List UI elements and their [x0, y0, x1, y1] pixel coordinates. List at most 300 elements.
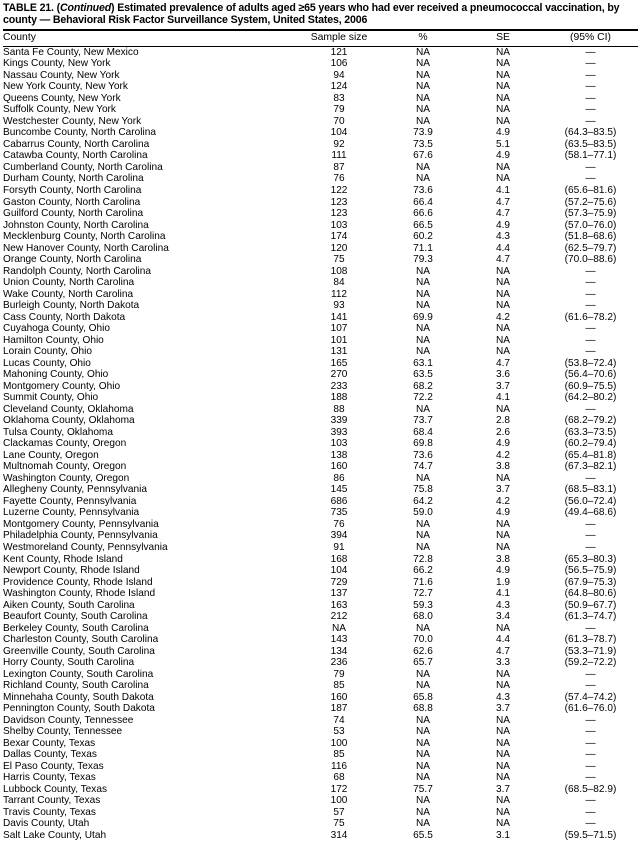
- cell-ci: (63.3–73.5): [564, 426, 617, 438]
- cell-ci: (49.4–68.6): [564, 507, 617, 519]
- cell-se: 4.3: [495, 231, 511, 243]
- cell-county: Montgomery County, Pennsylvania: [3, 518, 159, 530]
- cell-se: NA: [495, 115, 511, 127]
- cell-sample-size: 686: [330, 495, 348, 507]
- cell-percent: NA: [415, 115, 431, 127]
- cell-percent: 73.7: [413, 415, 433, 427]
- column-header-percent: %: [418, 31, 428, 43]
- cell-sample-size: 160: [330, 691, 348, 703]
- cell-county: Washington County, Oregon: [3, 472, 130, 484]
- table-row: [3, 104, 638, 116]
- cell-ci: (61.6–76.0): [564, 703, 617, 715]
- cell-sample-size: 93: [333, 300, 345, 312]
- cell-county: Westchester County, New York: [3, 115, 142, 127]
- cell-county: Lorain County, Ohio: [3, 346, 93, 358]
- cell-se: NA: [495, 795, 511, 807]
- table-row: [3, 611, 638, 623]
- cell-ci: (64.8–80.6): [564, 588, 617, 600]
- cell-sample-size: 172: [330, 783, 348, 795]
- cell-county: Washington County, Rhode Island: [3, 588, 156, 600]
- cell-se: 4.3: [495, 599, 511, 611]
- table-row: [3, 254, 638, 266]
- cell-ci: (59.5–71.5): [564, 829, 617, 841]
- cell-se: NA: [495, 737, 511, 749]
- table-header: [3, 31, 638, 46]
- table-row: [3, 289, 638, 301]
- cell-ci: —: [585, 622, 596, 634]
- cell-ci: —: [585, 323, 596, 335]
- cell-sample-size: 74: [333, 714, 345, 726]
- cell-county: Burleigh County, North Dakota: [3, 300, 140, 312]
- cell-percent: NA: [415, 161, 431, 173]
- cell-county: Lane County, Oregon: [3, 449, 99, 461]
- table-row: [3, 300, 638, 312]
- cell-ci: —: [585, 173, 596, 185]
- cell-se: 3.8: [495, 553, 511, 565]
- cell-percent: 65.5: [413, 829, 433, 841]
- cell-percent: NA: [415, 346, 431, 358]
- cell-ci: (57.0–76.0): [564, 219, 617, 231]
- cell-percent: 66.4: [413, 196, 433, 208]
- cell-se: NA: [495, 323, 511, 335]
- cell-ci: (60.2–79.4): [564, 438, 617, 450]
- cell-county: Gaston County, North Carolina: [3, 196, 141, 208]
- cell-county: Hamilton County, Ohio: [3, 334, 104, 346]
- table-row: [3, 715, 638, 727]
- cell-ci: —: [585, 806, 596, 818]
- table-row: [3, 450, 638, 462]
- cell-sample-size: 92: [333, 138, 345, 150]
- table-row: [3, 369, 638, 381]
- cell-county: Bexar County, Texas: [3, 737, 96, 749]
- cell-percent: NA: [415, 795, 431, 807]
- cell-percent: NA: [415, 668, 431, 680]
- cell-se: NA: [495, 518, 511, 530]
- cell-se: 4.7: [495, 196, 511, 208]
- cell-se: 3.7: [495, 380, 511, 392]
- cell-sample-size: 160: [330, 461, 348, 473]
- table-row: [3, 634, 638, 646]
- cell-percent: 59.3: [413, 599, 433, 611]
- table-row: [3, 761, 638, 773]
- cell-sample-size: 106: [330, 58, 348, 70]
- cell-se: 3.6: [495, 369, 511, 381]
- cell-sample-size: 270: [330, 369, 348, 381]
- cell-se: NA: [495, 622, 511, 634]
- table-row: [3, 496, 638, 508]
- cell-county: Berkeley County, South Carolina: [3, 622, 149, 634]
- cell-percent: 65.7: [413, 657, 433, 669]
- table-row: [3, 208, 638, 220]
- cell-ci: (61.3–74.7): [564, 611, 617, 623]
- cell-ci: —: [585, 334, 596, 346]
- table-row: [3, 381, 638, 393]
- table-header-row: [3, 31, 638, 46]
- cell-county: Tarrant County, Texas: [3, 795, 101, 807]
- table-row: [3, 427, 638, 439]
- cell-percent: NA: [415, 277, 431, 289]
- cell-sample-size: 100: [330, 737, 348, 749]
- cell-county: Mecklenburg County, North Carolina: [3, 231, 166, 243]
- cell-ci: (67.9–75.3): [564, 576, 617, 588]
- cell-sample-size: 75: [333, 254, 345, 266]
- cell-county: Mahoning County, Ohio: [3, 369, 109, 381]
- cell-ci: (70.0–88.6): [564, 254, 617, 266]
- table-row: [3, 749, 638, 761]
- cell-se: 4.7: [495, 645, 511, 657]
- cell-ci: (63.5–83.5): [564, 138, 617, 150]
- cell-ci: (62.5–79.7): [564, 242, 617, 254]
- cell-ci: —: [585, 772, 596, 784]
- table-row: [3, 738, 638, 750]
- cell-sample-size: 174: [330, 231, 348, 243]
- cell-se: NA: [495, 92, 511, 104]
- cell-sample-size: 100: [330, 795, 348, 807]
- cell-ci: —: [585, 104, 596, 116]
- cell-se: NA: [495, 173, 511, 185]
- cell-se: 4.9: [495, 219, 511, 231]
- cell-county: Cuyahoga County, Ohio: [3, 323, 110, 335]
- cell-se: NA: [495, 277, 511, 289]
- cell-percent: 75.8: [413, 484, 433, 496]
- table-row: [3, 726, 638, 738]
- cell-se: 4.7: [495, 208, 511, 220]
- table-title-prefix: TABLE 21. (: [3, 2, 61, 14]
- table-row: [3, 127, 638, 139]
- cell-sample-size: 134: [330, 645, 348, 657]
- cell-county: Richland County, South Carolina: [3, 680, 149, 692]
- table-row: [3, 646, 638, 658]
- cell-county: Shelby County, Tennessee: [3, 726, 123, 738]
- cell-ci: —: [585, 58, 596, 70]
- cell-ci: —: [585, 46, 596, 58]
- cell-percent: 65.8: [413, 691, 433, 703]
- cell-percent: 74.7: [413, 461, 433, 473]
- cell-ci: —: [585, 668, 596, 680]
- cell-ci: —: [585, 726, 596, 738]
- cell-se: NA: [495, 334, 511, 346]
- cell-county: Minnehaha County, South Dakota: [3, 691, 154, 703]
- cell-percent: NA: [415, 92, 431, 104]
- cell-county: Union County, North Carolina: [3, 277, 135, 289]
- cell-sample-size: 85: [333, 749, 345, 761]
- cell-ci: —: [585, 288, 596, 300]
- cell-sample-size: 393: [330, 426, 348, 438]
- cell-se: NA: [495, 81, 511, 93]
- table-row: [3, 197, 638, 209]
- cell-county: Catawba County, North Carolina: [3, 150, 148, 162]
- cell-ci: (53.3–71.9): [564, 645, 617, 657]
- cell-percent: 63.5: [413, 369, 433, 381]
- cell-se: 4.4: [495, 634, 511, 646]
- cell-county: Beaufort County, South Carolina: [3, 611, 148, 623]
- cell-county: Multnomah County, Oregon: [3, 461, 127, 473]
- cell-sample-size: 187: [330, 703, 348, 715]
- cell-county: Greenville County, South Carolina: [3, 645, 155, 657]
- table-row: [3, 784, 638, 796]
- cell-sample-size: 137: [330, 588, 348, 600]
- table-row: [3, 461, 638, 473]
- cell-se: 4.9: [495, 565, 511, 577]
- cell-percent: 67.6: [413, 150, 433, 162]
- cell-county: Tulsa County, Oklahoma: [3, 426, 113, 438]
- table-row: [3, 680, 638, 692]
- cell-ci: —: [585, 69, 596, 81]
- cell-ci: (64.3–83.5): [564, 127, 617, 139]
- cell-ci: —: [585, 795, 596, 807]
- cell-sample-size: 87: [333, 161, 345, 173]
- cell-se: NA: [495, 58, 511, 70]
- cell-ci: (57.3–75.9): [564, 208, 617, 220]
- table-row: [3, 657, 638, 669]
- cell-ci: —: [585, 300, 596, 312]
- cell-ci: (56.5–75.9): [564, 565, 617, 577]
- cell-sample-size: 212: [330, 611, 348, 623]
- cell-county: Travis County, Texas: [3, 806, 96, 818]
- cell-percent: NA: [415, 518, 431, 530]
- table-row: [3, 81, 638, 93]
- cell-ci: —: [585, 115, 596, 127]
- cell-se: NA: [495, 726, 511, 738]
- cell-county: Providence County, Rhode Island: [3, 576, 153, 588]
- table-row: [3, 438, 638, 450]
- table-row: [3, 323, 638, 335]
- cell-se: 5.1: [495, 138, 511, 150]
- cell-county: Johnston County, North Carolina: [3, 219, 149, 231]
- cell-percent: NA: [415, 541, 431, 553]
- cell-se: 4.9: [495, 438, 511, 450]
- cell-county: Philadelphia County, Pennsylvania: [3, 530, 158, 542]
- table-row: [3, 116, 638, 128]
- table-row: [3, 150, 638, 162]
- cell-percent: NA: [415, 265, 431, 277]
- cell-ci: (65.3–80.3): [564, 553, 617, 565]
- cell-ci: (60.9–75.5): [564, 380, 617, 392]
- cell-sample-size: 236: [330, 657, 348, 669]
- cell-se: NA: [495, 668, 511, 680]
- cell-percent: 73.5: [413, 138, 433, 150]
- prevalence-table-body-wrap: [3, 47, 638, 841]
- cell-sample-size: 108: [330, 265, 348, 277]
- cell-percent: NA: [415, 300, 431, 312]
- cell-ci: (59.2–72.2): [564, 657, 617, 669]
- column-header-county: County: [3, 31, 36, 43]
- cell-percent: 72.7: [413, 588, 433, 600]
- cell-se: NA: [495, 472, 511, 484]
- cell-percent: NA: [415, 104, 431, 116]
- cell-sample-size: 103: [330, 219, 348, 231]
- cell-se: 2.6: [495, 426, 511, 438]
- cell-sample-size: 85: [333, 680, 345, 692]
- table-row: [3, 404, 638, 416]
- cell-percent: 62.6: [413, 645, 433, 657]
- cell-se: NA: [495, 161, 511, 173]
- cell-percent: 66.5: [413, 219, 433, 231]
- cell-se: NA: [495, 265, 511, 277]
- cell-percent: 71.6: [413, 576, 433, 588]
- cell-sample-size: 165: [330, 357, 348, 369]
- cell-ci: —: [585, 541, 596, 553]
- cell-percent: 72.2: [413, 392, 433, 404]
- cell-se: 4.1: [495, 392, 511, 404]
- table-row: [3, 185, 638, 197]
- cell-sample-size: 168: [330, 553, 348, 565]
- cell-ci: —: [585, 472, 596, 484]
- cell-se: 1.9: [495, 576, 511, 588]
- cell-sample-size: 101: [330, 334, 348, 346]
- cell-sample-size: 122: [330, 185, 348, 196]
- cell-county: Nassau County, New York: [3, 69, 120, 81]
- cell-se: 2.8: [495, 415, 511, 427]
- cell-percent: 71.1: [413, 242, 433, 254]
- cell-county: Cabarrus County, North Carolina: [3, 138, 150, 150]
- cell-se: 4.3: [495, 691, 511, 703]
- cell-ci: (56.4–70.6): [564, 369, 617, 381]
- cell-ci: (58.1–77.1): [564, 150, 617, 162]
- table-row: [3, 392, 638, 404]
- cell-sample-size: 131: [330, 346, 348, 358]
- cell-sample-size: 103: [330, 438, 348, 450]
- cell-ci: (53.8–72.4): [564, 357, 617, 369]
- table-row: [3, 173, 638, 185]
- cell-se: 4.9: [495, 127, 511, 139]
- table-row: [3, 795, 638, 807]
- table-row: [3, 162, 638, 174]
- cell-sample-size: 188: [330, 392, 348, 404]
- cell-sample-size: 123: [330, 208, 348, 220]
- cell-county: Horry County, South Carolina: [3, 657, 135, 669]
- cell-ci: —: [585, 346, 596, 358]
- cell-ci: —: [585, 749, 596, 761]
- cell-se: NA: [495, 104, 511, 116]
- cell-se: NA: [495, 541, 511, 553]
- table-row: [3, 565, 638, 577]
- cell-se: NA: [495, 530, 511, 542]
- cell-sample-size: 104: [330, 565, 348, 577]
- prevalence-table: [3, 31, 638, 46]
- cell-county: Durham County, North Carolina: [3, 173, 144, 185]
- cell-percent: NA: [415, 288, 431, 300]
- cell-sample-size: 79: [333, 668, 345, 680]
- cell-ci: —: [585, 277, 596, 289]
- cell-ci: (61.3–78.7): [564, 634, 617, 646]
- cell-sample-size: 53: [333, 726, 345, 738]
- table-row: [3, 692, 638, 704]
- table-row: [3, 507, 638, 519]
- table-row: [3, 807, 638, 819]
- cell-percent: NA: [415, 714, 431, 726]
- cell-county: Charleston County, South Carolina: [3, 634, 159, 646]
- cell-county: Luzerne County, Pennsylvania: [3, 507, 140, 519]
- cell-percent: 73.9: [413, 127, 433, 139]
- cell-county: Oklahoma County, Oklahoma: [3, 415, 135, 427]
- cell-sample-size: 107: [330, 323, 348, 335]
- cell-percent: 69.8: [413, 438, 433, 450]
- cell-percent: 68.4: [413, 426, 433, 438]
- cell-ci: (57.2–75.6): [564, 196, 617, 208]
- cell-percent: NA: [415, 323, 431, 335]
- table-row: [3, 93, 638, 105]
- table-row: [3, 772, 638, 784]
- table-row: [3, 220, 638, 232]
- table-row: [3, 70, 638, 82]
- cell-county: Fayette County, Pennsylvania: [3, 495, 137, 507]
- cell-percent: 64.2: [413, 495, 433, 507]
- table-row: [3, 554, 638, 566]
- cell-ci: (65.4–81.8): [564, 449, 617, 461]
- cell-sample-size: 79: [333, 104, 345, 116]
- cell-percent: 73.6: [413, 449, 433, 461]
- cell-percent: 70.0: [413, 634, 433, 646]
- cell-percent: NA: [415, 69, 431, 81]
- table-row: [3, 623, 638, 635]
- cell-ci: —: [585, 403, 596, 415]
- cell-sample-size: 91: [333, 541, 345, 553]
- cell-ci: (64.2–80.2): [564, 392, 617, 404]
- cell-se: NA: [495, 818, 511, 830]
- cell-se: 3.8: [495, 461, 511, 473]
- cell-sample-size: 94: [333, 69, 345, 81]
- cell-ci: (67.3–82.1): [564, 461, 617, 473]
- cell-se: 4.9: [495, 507, 511, 519]
- cell-se: 4.4: [495, 242, 511, 254]
- column-header-sample-size: Sample size: [310, 31, 368, 43]
- cell-ci: (57.4–74.2): [564, 691, 617, 703]
- column-header-se: SE: [496, 31, 510, 43]
- cell-percent: 75.7: [413, 783, 433, 795]
- cell-ci: —: [585, 92, 596, 104]
- cell-percent: NA: [415, 806, 431, 818]
- cell-percent: NA: [415, 58, 431, 70]
- cell-ci: —: [585, 161, 596, 173]
- cell-county: Guilford County, North Carolina: [3, 208, 144, 220]
- table-row: [3, 484, 638, 496]
- cell-se: 3.1: [495, 829, 511, 841]
- cell-sample-size: 68: [333, 772, 345, 784]
- table-row: [3, 542, 638, 554]
- cell-ci: —: [585, 81, 596, 93]
- cell-county: Wake County, North Carolina: [3, 288, 134, 300]
- cell-sample-size: 141: [330, 311, 348, 323]
- cell-sample-size: 70: [333, 115, 345, 127]
- cell-county: Cleveland County, Oklahoma: [3, 403, 134, 415]
- cell-county: New York County, New York: [3, 81, 128, 93]
- cell-sample-size: 83: [333, 92, 345, 104]
- cell-sample-size: 76: [333, 173, 345, 185]
- table-row: [3, 818, 638, 830]
- cell-ci: (68.2–79.2): [564, 415, 617, 427]
- cell-county: Randolph County, North Carolina: [3, 265, 151, 277]
- table-row: [3, 415, 638, 427]
- cell-se: 4.1: [495, 588, 511, 600]
- cell-county: Santa Fe County, New Mexico: [3, 46, 139, 58]
- cell-percent: NA: [415, 173, 431, 185]
- cell-ci: (56.0–72.4): [564, 495, 617, 507]
- cell-percent: 68.8: [413, 703, 433, 715]
- cell-county: Dallas County, Texas: [3, 749, 97, 761]
- cell-se: 4.2: [495, 311, 511, 323]
- cell-county: Davidson County, Tennessee: [3, 714, 134, 726]
- cell-county: Lubbock County, Texas: [3, 783, 107, 795]
- cell-sample-size: 233: [330, 380, 348, 392]
- cell-county: Newport County, Rhode Island: [3, 565, 140, 577]
- cell-se: NA: [495, 288, 511, 300]
- column-header-ci: (95% CI): [570, 31, 611, 43]
- table-title-suffix: ) Estimated prevalence of adults aged ≥65 years who had ever received a pneumococcal vaccination, by county — Behavioral Risk Factor Surveillance System, United States, 2006: [3, 2, 620, 27]
- cell-percent: NA: [415, 403, 431, 415]
- cell-se: NA: [495, 714, 511, 726]
- cell-percent: 68.0: [413, 611, 433, 623]
